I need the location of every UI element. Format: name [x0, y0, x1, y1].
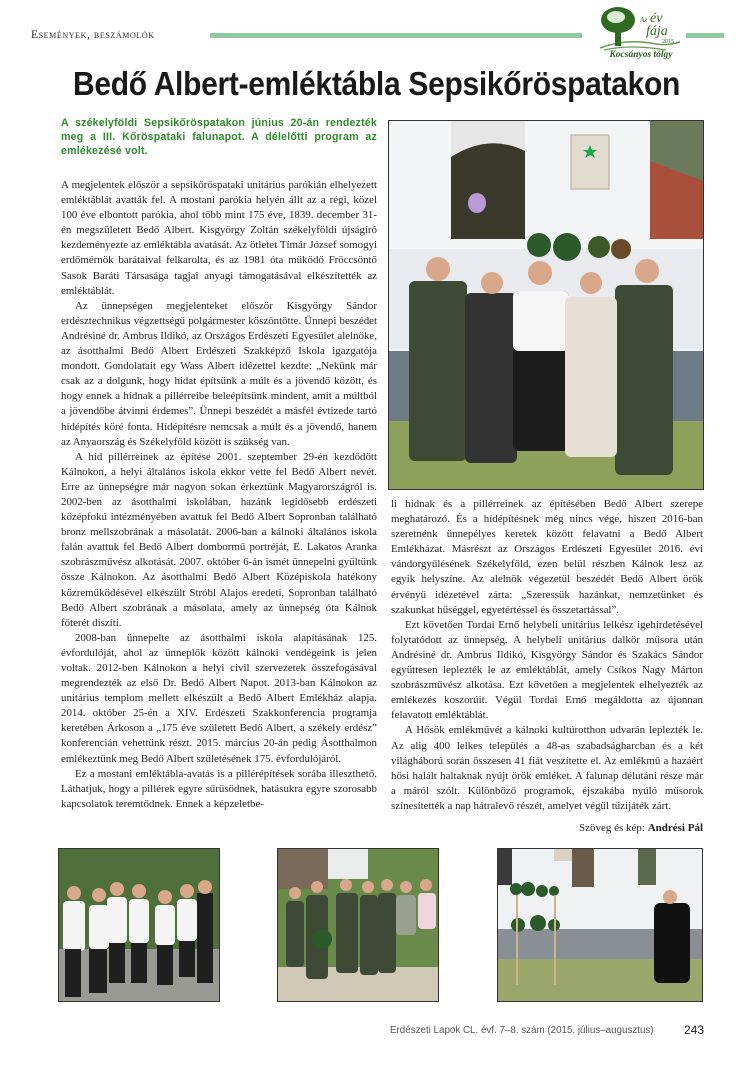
paragraph: Ez a mostani emléktábla-avatás is a pillérépítések sorába illeszthető. Láthatjuk, hogy a pillérek egyre sűrűsödnek, hatásukra egyre szorosabb kapcsolatok teremtődnek. Ennek a képzeletbe-	[61, 767, 377, 810]
credit-author: Andrési Pál	[647, 822, 703, 834]
logo-text-faja: fája	[646, 24, 668, 39]
article-column-1	[61, 178, 377, 812]
logo-text-ev: év	[650, 11, 663, 26]
paragraph: li hídnak és a pillérreinek az építésében Bedő Albert szerepe meghatározó. És a hídépítésnek még nincs vége, hiszen 2016-ban szeretnénk ünnepélyes keretek között felavatni a Bedő Albert Emlékházat. Másrészt az Országos Erdészeti Egyesület 2016. évi vándorgyűlésének Székelyföld, ezen belül részben Kálnok lesz az egyik helyszíne. Az alelnök végezetül beszédét Bedő Albert örök érvényű idézetével zárta: „Szeressük hazánkat, nemzetünket és szakunkat hűséggel, egyetértéssel és összetartással”.	[391, 498, 703, 616]
paragraph: A híd pillérreinek az építése 2001. szeptember 29-én kezdődött Kálnokon, a helyi általános iskola ekkor vette fel Bedő Albert nevét. Erre az ünnepségre már nagyon sokan érkeztünk Magyarországról is. 2002-ben az ásotthalmi iskolában, hazánk legidősebb erdészeti középfokú intézményében avattuk fel Bedő Albert Sopronban található bronz mellszobrának a másolatát. 2006-ban a kálnoki általános iskola falán avattuk fel Bedő Albert dombormű portréját, E. Lakatos Aranka szobrászművész alkotását. 2007. október 6-án ismét ünnepelni gyűltünk össze Kálnokon. Az ásotthalmi Bedő Albert Középiskola hatékony közreműködésével elkészült Stróbl Alajos eredeti, Sopronban található Bedő Albert szobrának a másolata, amely az ünnepség óta Kálnok főterét díszíti.	[61, 450, 377, 629]
section-label: Események, beszámolók	[31, 29, 155, 41]
article-lead: A székelyföldi Sepsikőröspatakon június 20-án rendezték meg a III. Kőröspataki falunapot. A délelőtti program az emlékezésé volt.	[61, 117, 377, 157]
page-number: 243	[684, 1023, 705, 1037]
credit-prefix: Szöveg és kép:	[578, 822, 648, 834]
photo-choir	[58, 848, 220, 1002]
paragraph: A megjelentek először a sepsikőröspataki unitárius parókián elhelyezett emléktáblát avatták fel. A mostani parókia helyén állt az a régi, közel 100 éve elbontott parókia, ahol több mint 175 éve, 1839. december 31-én megszületett Bedő Albert. Kisgyörgy Zoltán székelyföldi újságíró kezdeményezte az emléktábla avatását. Az ötletet Tímár József somogyi erdőmérnök barátaival felkarolta, és az 1981 óta működő Fröccsöntő Sasok Baráti Társasága tagjai anyagi támogatásával elkészítették az emléktáblát.	[61, 179, 377, 297]
paragraph: A Hősök emlékművét a kálnoki kultúrotthon udvarán leplezték le. Az alig 400 lelkes település a 48-as szabadságharcban és a két világháború során összesen 41 fiát veszítette el. Az emlékmű a hazáért hősi halált haltaknak nyújt örök emléket. A falunap délutáni része már a máról szólt. Különböző programok, éjszakába nyúló műsorok színesítették a nap hátralevő részét, amelyet végül tűzijáték zárt.	[391, 724, 703, 812]
main-photo-group-portrait	[388, 120, 704, 490]
logo-caption: Kocsányos tölgy	[609, 50, 673, 60]
photo-guests-with-wreath	[277, 848, 439, 1002]
article-column-2	[391, 497, 703, 814]
paragraph: Az ünnepségen megjelenteket először Kisgyörgy Sándor erdésztechnikus végzettségű polgármester köszöntötte. Ünnepi beszédet Andrésiné dr. Ambrus Ildikó, az Országos Erdészeti Egyesület alelnöke, az ásotthalmi Bedő Albert Erdészeti Szakképző Iskola igazgatója mondott. Gondolatait egy Wass Albert idézettel kezdte: „Nekünk már csak az a dolgunk, hogy hidat építsünk a múlt és a jövendő között, és hogy ennek a hídnak a pillérreibe beleépítsünk mindent, amit a múltból a jövendőbe átvinni érdemes”. Ünnepi beszédét a másfél évtizede tartó hídépítés köré fonta. Hídépítésre nemcsak a múlt és a jövendő, hanem az Anyaország és Székelyföld között is szükség van.	[61, 299, 377, 448]
footer-journal-info: Erdészeti Lapok CL. évf. 7–8. szám (2015. július–augusztus)	[390, 1025, 654, 1036]
paragraph: Ezt követően Tordai Ernő helybeli unitárius lelkész igehirdetésével folytatódott az ünnepség. A helybeli unitárius dalkör műsora után Andrésiné dr. Ambrus Ildikó, Kisgyörgy Sándor és Szakács Sándor együttesen leplezték le az emléktáblát, amely Csíkos Nagy Márton szobrászművész alkotása. Ezt követően a megjelentek elhelyezték az emlékezés koszorúit. Végül Tordai Ernő megáldotta az újonnan felavatott emléktáblát.	[391, 618, 703, 722]
logo-text-az: Az	[640, 16, 647, 24]
credit-line	[391, 822, 703, 834]
paragraph: 2008-ban ünnepelte az ásotthalmi iskola alapításának 125. évfordulóját, ahol az ünneplők között kálnoki vendégeink is jelen voltak. 2012-ben Kálnokon a helyi civil szervezetek összefogásával megrendezték az első Dr. Bedő Albert Napot. 2013-ban Kálnokon az unitárius templom mellett elkészült a Bedő Albert Emlékház alapja. 2014. október 25-én a XIV. Erdészeti Szakkonferencia programja keretében Árkoson a „175 éve született Bedő Albert, a székely erdész” konferencián vehettünk részt. 2015. március 20-án pedig Ásotthalmon emlékeztünk meg Bedő Albert születésének 175. évfordulójáról.	[61, 631, 377, 765]
oak-tree-icon	[596, 4, 682, 54]
section-rule	[210, 33, 582, 38]
logo-text-year: 2015	[662, 39, 674, 45]
article-title: Bedő Albert-emléktábla Sepsikőröspatakon	[72, 66, 681, 103]
section-rule-right	[686, 33, 724, 38]
photo-memorial-wreaths-priest	[497, 848, 703, 1002]
